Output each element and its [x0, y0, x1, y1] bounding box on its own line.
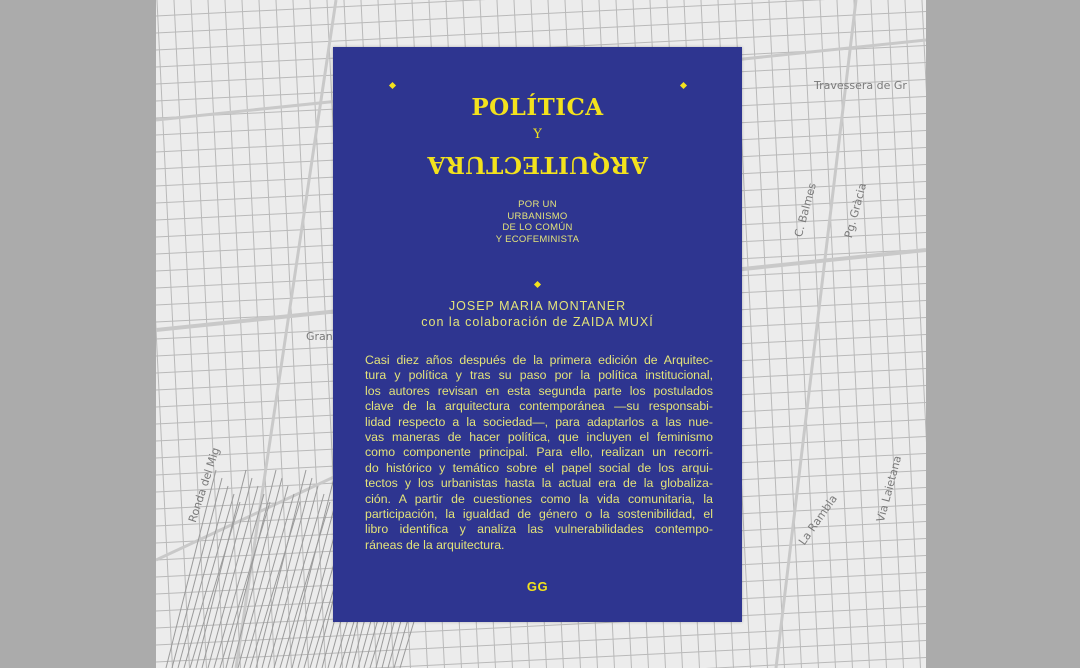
subtitle-line: URBANISMO [507, 210, 568, 222]
author-name: JOSEP MARIA MONTANER [448, 299, 627, 313]
blurb-line: participación, la igualdad de género o la sostenibilidad, el [365, 507, 713, 522]
blurb-line: libro identifica y analiza las vulnerabilidades contempo- [365, 522, 713, 537]
blurb-line: tura y política y tras su paso por la política institucional, [365, 368, 713, 383]
blurb-line: lidad respecto a la sociedad—, para adaptarlos a las nue- [365, 414, 713, 429]
book-cover [333, 47, 742, 622]
subtitle-line: POR UN [518, 199, 557, 210]
blurb-line: do histórico y temático sobre el papel social de los arqui- [365, 460, 713, 475]
title-arquitectura-inverted: ARQUITECTURA [427, 151, 648, 178]
blurb-paragraph [365, 353, 713, 553]
map-label-gran: Gran [306, 330, 333, 343]
map-label-ronda-del-mig: Ronda del Mig [186, 445, 223, 525]
blurb-line: ción. A partir de cuestiones como la vida comunitaria, la [365, 491, 713, 506]
back-cover-blurb [365, 353, 713, 553]
blurb-line: Casi diez años después de la primera edición de Arquitec- [365, 353, 713, 367]
map-label-passeig-gracia: Pg. Gràcia [842, 181, 870, 240]
map-label-travessera: Travessera de Gr [814, 79, 907, 92]
blurb-line: tectos y los urbanistas hasta la actual era de la globaliza- [365, 476, 713, 491]
title-y: Y [533, 127, 542, 142]
collaborator-line: con la colaboración de ZAIDA MUXÍ [421, 314, 654, 329]
blurb-line: ráneas de la arquitectura. [365, 537, 505, 552]
blurb-line: vas maneras de hacer política, que incluyen el feminismo [365, 430, 713, 445]
blurb-line: clave de la arquitectura contemporánea —su responsabi- [365, 399, 713, 414]
subtitle-line: DE LO COMÚN [502, 222, 573, 233]
publisher-logo: GG [526, 579, 549, 594]
blurb-line: los autores revisan en esta segunda parte los postulados [365, 383, 713, 398]
map-label-rambla: La Rambla [796, 492, 840, 548]
blurb-line: como componente principal. Para ello, realizan un recorri- [365, 445, 713, 460]
map-label-balmes: C. Balmes [792, 181, 819, 239]
map-label-via-laietana: Via Laietana [874, 454, 905, 524]
diamond-ornament-left [389, 82, 396, 89]
diamond-ornament-center [534, 281, 541, 288]
subtitle-line: Y ECOFEMINISTA [495, 233, 580, 245]
diamond-ornament-right [680, 82, 687, 89]
title-politica: POLÍTICA [471, 94, 604, 121]
subtitle [333, 199, 742, 245]
author-block [333, 299, 742, 330]
